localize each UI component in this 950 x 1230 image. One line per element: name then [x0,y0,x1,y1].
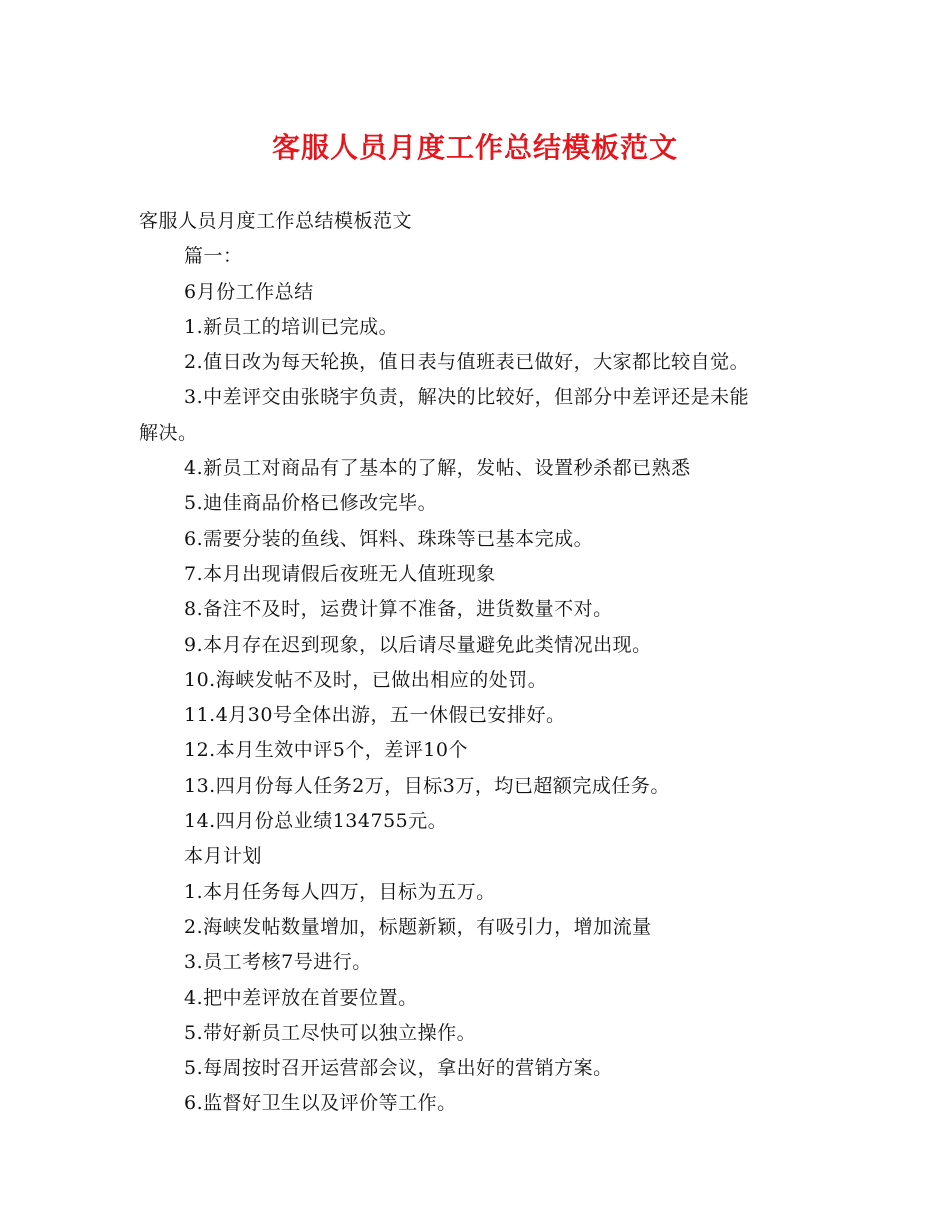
document-body [139,204,819,1122]
plan-item: 6.监督好卫生以及评价等工作。 [184,1092,457,1115]
plan-item: 2.海峡发帖数量增加，标题新颖，有吸引力，增加流量 [184,915,652,938]
document-subtitle: 客服人员月度工作总结模板范文 [139,210,413,232]
summary-item: 2.值日改为每天轮换，值日表与值班表已做好，大家都比较自觉。 [184,351,750,374]
summary-item: 12.本月生效中评5个，差评10个 [184,739,468,762]
summary-item: 1.新员工的培训已完成。 [184,315,399,338]
plan-item: 4.把中差评放在首要位置。 [184,986,418,1009]
summary-item: 13.四月份每人任务2万，目标3万，均已超额完成任务。 [184,774,670,797]
summary-item-continuation: 解决。 [139,421,198,444]
plan-item: 5.每周按时召开运营部会议，拿出好的营销方案。 [184,1057,613,1080]
summary-item: 8.备注不及时，运费计算不准备，进货数量不对。 [184,598,613,621]
summary-item: 9.本月存在迟到现象，以后请尽量避免此类情况出现。 [184,633,652,656]
section-label: 篇一： [184,245,243,268]
plan-item: 3.员工考核7号进行。 [184,951,372,974]
summary-item: 5.迪佳商品价格已修改完毕。 [184,492,438,515]
summary-item: 14.四月份总业绩134755元。 [184,810,448,833]
plan-item: 5.带好新员工尽快可以独立操作。 [184,1021,477,1044]
summary-item: 10.海峡发帖不及时，已做出相应的处罚。 [184,668,548,691]
summary-item: 7.本月出现请假后夜班无人值班现象 [184,562,496,585]
summary-item: 11.4月30号全体出游，五一休假已安排好。 [184,704,566,727]
june-summary-heading: 6月份工作总结 [184,280,314,303]
summary-item: 6.需要分装的鱼线、饵料、珠珠等已基本完成。 [184,527,594,550]
plan-item: 1.本月任务每人四万，目标为五万。 [184,880,496,903]
plan-heading: 本月计划 [184,845,263,868]
document-title: 客服人员月度工作总结模板范文 [271,131,678,164]
summary-item: 4.新员工对商品有了基本的了解，发帖、设置秒杀都已熟悉 [184,457,691,480]
summary-item: 3.中差评交由张晓宇负责，解决的比较好，但部分中差评还是未能 [184,386,750,409]
